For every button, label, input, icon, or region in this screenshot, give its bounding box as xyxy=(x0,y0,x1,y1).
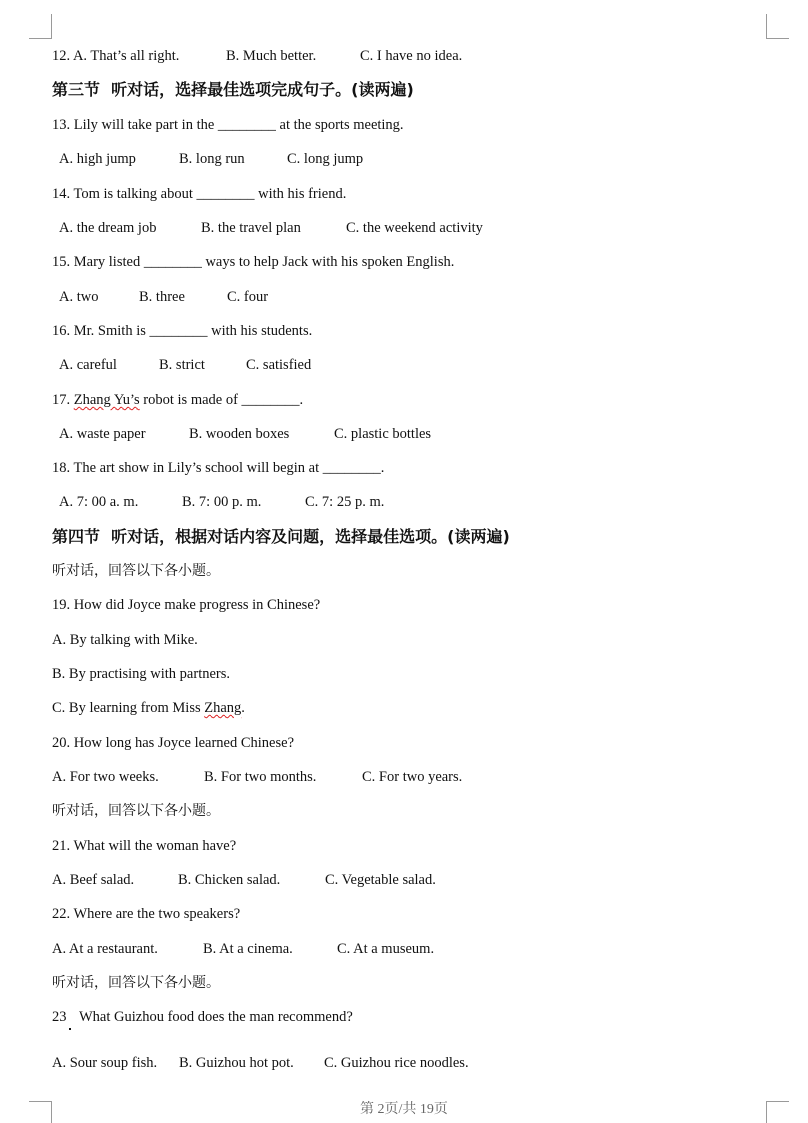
q18-option-c: C. 7: 25 p. m. xyxy=(305,494,385,510)
q21-option-c: C. Vegetable salad. xyxy=(325,872,436,888)
q23-stem: What Guizhou food does the man recommend? xyxy=(79,1009,353,1025)
q22-option-b: B. At a cinema. xyxy=(203,941,293,957)
q19-option-c xyxy=(52,699,245,717)
q17-number: 17. xyxy=(52,392,74,408)
q22-option-c: C. At a museum. xyxy=(337,941,435,957)
q18-stem: 18. The art show in Lily’s school will begin at ________. xyxy=(52,460,385,476)
q22-stem: 22. Where are the two speakers? xyxy=(52,906,241,922)
q17-name-spellcheck: Zhang Yu’s xyxy=(73,392,140,408)
q12-option-a: 12. A. That’s all right. xyxy=(52,48,180,64)
q12-option-b: B. Much better. xyxy=(226,48,317,64)
q22-option-a: A. At a restaurant. xyxy=(52,941,158,957)
q20-option-c: C. For two years. xyxy=(362,769,463,785)
q14-option-b: B. the travel plan xyxy=(201,220,301,236)
q16-option-a: A. careful xyxy=(59,357,117,373)
q23-dot-mark xyxy=(69,1028,71,1030)
instruction-3: 听对话，回答以下各小题。 xyxy=(52,975,220,991)
q23-number: 23 xyxy=(52,1009,67,1025)
q18-option-a: A. 7: 00 a. m. xyxy=(59,494,139,510)
crop-mark-top-right xyxy=(766,14,789,39)
q21-option-a: A. Beef salad. xyxy=(52,872,135,888)
q19-c-name-spellcheck: Zhang xyxy=(204,700,242,716)
section-3-heading: 第三节 听对话，选择最佳选项完成句子。(读两遍) xyxy=(52,80,414,99)
section-4-heading: 第四节 听对话，根据对话内容及问题，选择最佳选项。(读两遍) xyxy=(52,527,510,546)
q17-option-b: B. wooden boxes xyxy=(189,426,290,442)
q23-option-c: C. Guizhou rice noodles. xyxy=(324,1055,469,1071)
q16-option-c: C. satisfied xyxy=(246,357,312,373)
q13-option-c: C. long jump xyxy=(287,151,364,167)
q17-rest: robot is made of ________. xyxy=(139,392,304,408)
q19-c-prefix: C. By learning from Miss xyxy=(52,700,205,716)
q12-option-c: C. I have no idea. xyxy=(360,48,463,64)
q17-stem xyxy=(52,391,303,409)
q19-option-b: B. By practising with partners. xyxy=(52,666,231,682)
q19-stem: 19. How did Joyce make progress in Chinese? xyxy=(52,597,321,613)
q23-option-a: A. Sour soup fish. xyxy=(52,1055,158,1071)
q14-option-c: C. the weekend activity xyxy=(346,220,483,236)
q21-option-b: B. Chicken salad. xyxy=(178,872,281,888)
q20-stem: 20. How long has Joyce learned Chinese? xyxy=(52,735,295,751)
q20-option-a: A. For two weeks. xyxy=(52,769,159,785)
q15-stem: 15. Mary listed ________ ways to help Jack with his spoken English. xyxy=(52,254,455,270)
page-footer: 第 2页/共 19页 xyxy=(360,1102,448,1117)
q13-option-b: B. long run xyxy=(179,151,245,167)
q15-option-c: C. four xyxy=(227,289,269,305)
q17-option-a: A. waste paper xyxy=(59,426,146,442)
q13-stem: 13. Lily will take part in the ________ at the sports meeting. xyxy=(52,117,404,133)
q19-c-end: . xyxy=(241,700,245,716)
q14-option-a: A. the dream job xyxy=(59,220,157,236)
q16-option-b: B. strict xyxy=(159,357,205,373)
q14-stem: 14. Tom is talking about ________ with his friend. xyxy=(52,186,347,202)
q19-option-a: A. By talking with Mike. xyxy=(52,632,198,648)
q15-option-b: B. three xyxy=(139,289,185,305)
q20-option-b: B. For two months. xyxy=(204,769,317,785)
instruction-1: 听对话，回答以下各小题。 xyxy=(52,563,220,579)
q23-option-b: B. Guizhou hot pot. xyxy=(179,1055,294,1071)
q16-stem: 16. Mr. Smith is ________ with his students. xyxy=(52,323,313,339)
q13-option-a: A. high jump xyxy=(59,151,136,167)
q17-option-c: C. plastic bottles xyxy=(334,426,432,442)
q15-option-a: A. two xyxy=(59,289,99,305)
q21-stem: 21. What will the woman have? xyxy=(52,838,237,854)
q18-option-b: B. 7: 00 p. m. xyxy=(182,494,262,510)
crop-mark-top-left xyxy=(29,14,52,39)
instruction-2: 听对话，回答以下各小题。 xyxy=(52,803,220,819)
